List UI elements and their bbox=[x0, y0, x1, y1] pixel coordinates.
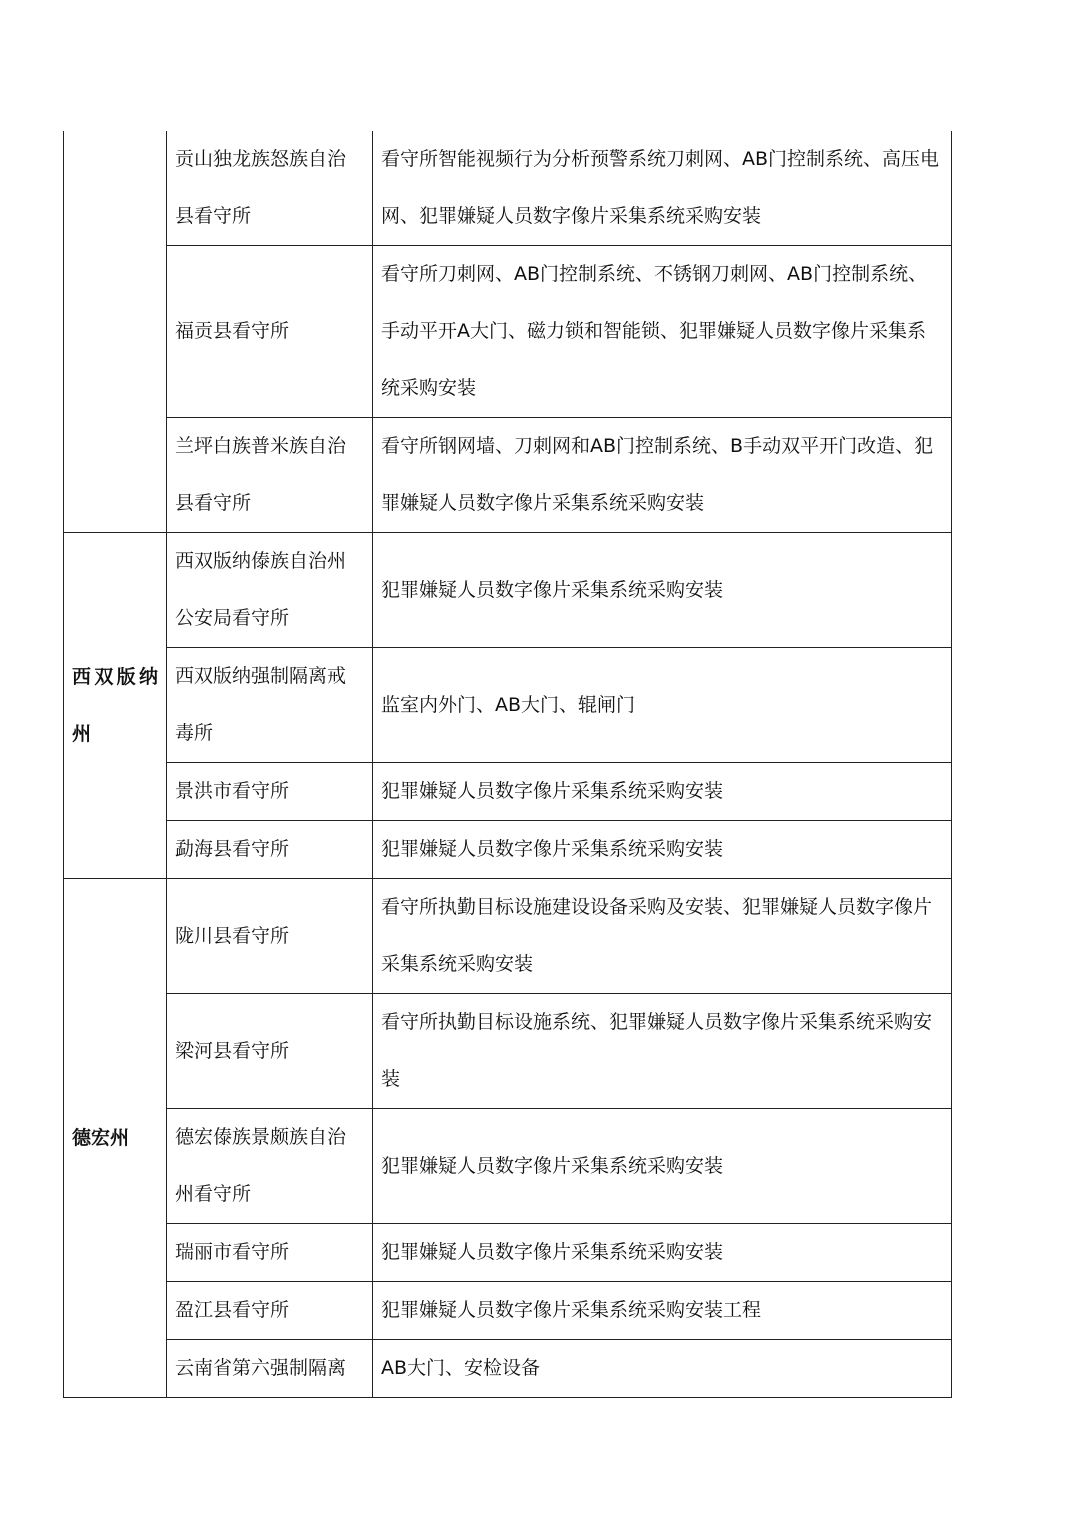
content-cell: 看守所刀刺网、AB门控制系统、不锈钢刀刺网、AB门控制系统、手动平开A大门、磁力锁和智能锁、犯罪嫌疑人员数字像片采集系统采购安装 bbox=[373, 246, 952, 418]
region-cell: 西双版纳州 bbox=[64, 533, 167, 879]
content-cell: 犯罪嫌疑人员数字像片采集系统采购安装 bbox=[373, 821, 952, 879]
unit-cell: 兰坪白族普米族自治县看守所 bbox=[167, 418, 373, 533]
content-cell: 看守所钢网墙、刀刺网和AB门控制系统、B手动双平开门改造、犯罪嫌疑人员数字像片采集系统采购安装 bbox=[373, 418, 952, 533]
unit-cell: 贡山独龙族怒族自治县看守所 bbox=[167, 131, 373, 246]
unit-cell: 西双版纳傣族自治州公安局看守所 bbox=[167, 533, 373, 648]
table-row bbox=[64, 131, 952, 246]
table-row bbox=[64, 763, 952, 821]
unit-cell: 瑞丽市看守所 bbox=[167, 1224, 373, 1282]
table-row bbox=[64, 879, 952, 994]
table-row bbox=[64, 1109, 952, 1224]
unit-cell: 盈江县看守所 bbox=[167, 1282, 373, 1340]
table-row bbox=[64, 418, 952, 533]
content-cell: 犯罪嫌疑人员数字像片采集系统采购安装 bbox=[373, 533, 952, 648]
unit-cell: 陇川县看守所 bbox=[167, 879, 373, 994]
content-cell: 犯罪嫌疑人员数字像片采集系统采购安装工程 bbox=[373, 1282, 952, 1340]
unit-cell: 梁河县看守所 bbox=[167, 994, 373, 1109]
unit-cell: 德宏傣族景颇族自治州看守所 bbox=[167, 1109, 373, 1224]
content-cell: 监室内外门、AB大门、辊闸门 bbox=[373, 648, 952, 763]
table-row bbox=[64, 533, 952, 648]
table-row bbox=[64, 821, 952, 879]
unit-cell: 西双版纳强制隔离戒毒所 bbox=[167, 648, 373, 763]
content-cell: AB大门、安检设备 bbox=[373, 1340, 952, 1398]
table-row bbox=[64, 1340, 952, 1398]
unit-cell: 福贡县看守所 bbox=[167, 246, 373, 418]
content-cell: 看守所执勤目标设施建设设备采购及安装、犯罪嫌疑人员数字像片采集系统采购安装 bbox=[373, 879, 952, 994]
content-cell: 看守所智能视频行为分析预警系统刀刺网、AB门控制系统、高压电网、犯罪嫌疑人员数字像片采集系统采购安装 bbox=[373, 131, 952, 246]
unit-cell: 云南省第六强制隔离 bbox=[167, 1340, 373, 1398]
unit-cell: 勐海县看守所 bbox=[167, 821, 373, 879]
content-cell: 犯罪嫌疑人员数字像片采集系统采购安装 bbox=[373, 1224, 952, 1282]
table-row bbox=[64, 246, 952, 418]
table-row bbox=[64, 648, 952, 763]
content-cell: 看守所执勤目标设施系统、犯罪嫌疑人员数字像片采集系统采购安装 bbox=[373, 994, 952, 1109]
region-cell bbox=[64, 131, 167, 533]
content-cell: 犯罪嫌疑人员数字像片采集系统采购安装 bbox=[373, 763, 952, 821]
table-row bbox=[64, 994, 952, 1109]
region-cell: 德宏州 bbox=[64, 879, 167, 1398]
table-row bbox=[64, 1282, 952, 1340]
procurement-table bbox=[63, 131, 952, 1398]
table-row bbox=[64, 1224, 952, 1282]
unit-cell: 景洪市看守所 bbox=[167, 763, 373, 821]
content-cell: 犯罪嫌疑人员数字像片采集系统采购安装 bbox=[373, 1109, 952, 1224]
